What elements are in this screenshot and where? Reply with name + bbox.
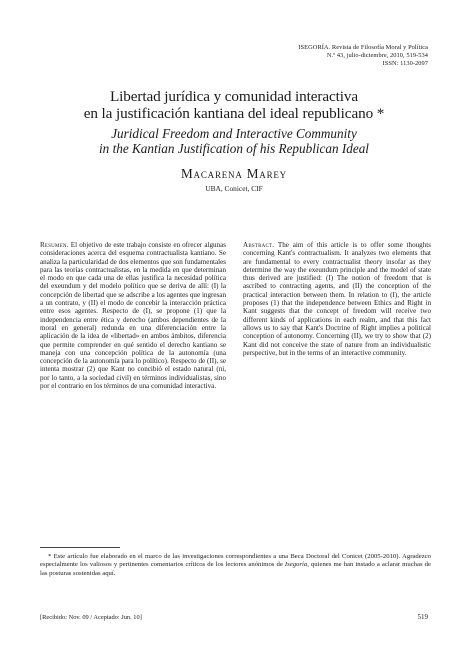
spanish-title-line-2: en la justificación kantiana del ideal republicano *: [83, 105, 385, 122]
footnote-mark: *: [48, 553, 52, 560]
journal-name-line: ISEGORÍA. Revista de Filosofía Moral y Política: [298, 44, 428, 51]
footnote: [40, 553, 431, 578]
abstract-spanish-text: El objetivo de este trabajo consiste en ofrecer algunas consideraciones acerca del esquema contractualista kantiano. Se analiza la particularidad de dos elementos que son fundamentales para las teorías contractualistas, en la medida en que determinan el modo en que cada una de ellas justifica la necesidad política del exeundum y del modelo político que se deriva de allí: (I) la concepción de libertad que se adscribe a los agentes que ingresan a un contrato, y (II) el modo de concebir la interacción práctica entre esos agentes. Respecto de (I), se propone (1) que la independencia entre ética y derecho (ambos dependientes de la moral en general) redunda en una diferenciación entre la aplicación de la idea de «libertad» en ambos ámbitos, diferencia que permite comprender en qué sentido el derecho kantiano se maneja con una concepción política de la autonomía (una concepción de la autonomía para lo político). Respecto de (II), se intenta mostrar (2) que Kant no concibió el estado natural (ni, por lo tanto, a la sociedad civil) en términos individualistas, sino por el contrario en los términos de una comunidad interactiva.: [40, 241, 226, 391]
english-title-line-2: in the Kantian Justification of his Republican Ideal: [99, 141, 369, 156]
journal-header: [298, 44, 428, 69]
journal-issue-line: N.º 43, julio-diciembre, 2010, 519-534: [326, 52, 428, 60]
footnote-text-before: Este artículo fue elaborado en el marco de las investigaciones correspondientes a una Beca Doctoral del Conicet (2005-2010). Agradezco especialmente los valiosos y pertinentes comentarios críticos de los lectores anónimos de: [40, 553, 431, 569]
abstract-english-label: Abstract.: [243, 241, 275, 249]
abstract-english: [243, 241, 431, 357]
english-title: [0, 126, 468, 156]
author-affiliation: UBA, Conicet, CIF: [205, 184, 263, 193]
received-accepted-dates: [Recibido: Nov. 09 / Aceptado: Jun. 10]: [40, 614, 142, 621]
author-name: Macarena Marey: [181, 166, 287, 181]
journal-issn: ISSN: 1130-2097: [382, 60, 428, 68]
spanish-title: [0, 88, 468, 122]
spanish-title-line-1: Libertad jurídica y comunidad interactiva: [109, 88, 359, 105]
footnote-text-after: , quienes me han instado a aclarar muchas de las posturas sostenidas aquí.: [40, 561, 431, 577]
english-title-line-1: Juridical Freedom and Interactive Community: [111, 126, 357, 141]
footnote-journal-name: Isegoría: [284, 561, 308, 569]
abstract-spanish-label: Resumen.: [40, 241, 69, 249]
abstract-spanish: [40, 241, 226, 390]
abstract-english-text: The aim of this article is to offer some thoughts concerning Kant's contractualism. It analyzes two elements that are fundamental to every contractualist theory insofar as they determine the way the exeundum principle and the model of state thus derived are justified: (I) The notion of freedom that is ascribed to contracting agents, and (II) the conception of the practical interaction between them. In relation to (I), the article proposes (1) that the independence between Ethics and Right in Kant suggests that the concept of freedom will receive two different kinds of applications in each realm, and that this fact allows us to say that Kant's Doctrine of Right implies a political conception of autonomy. Concerning (II), we try to show that (2) Kant did not conceive the state of nature from an individualistic perspective, but in the terms of an interactive community.: [243, 241, 431, 357]
footnote-divider: [40, 547, 120, 548]
page-number: 519: [417, 613, 428, 621]
